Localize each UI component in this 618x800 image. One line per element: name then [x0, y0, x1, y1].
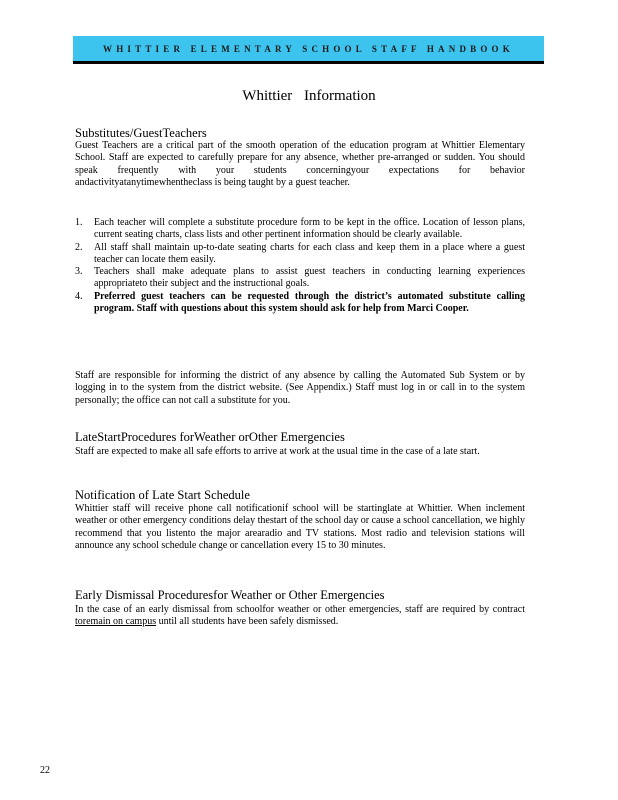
page-number: 22: [40, 765, 50, 776]
late-start-text: Staff are expected to make all safe efforts to arrive at work at the usual time in the case of a late start.: [75, 446, 480, 457]
handbook-header-bar: [73, 36, 544, 64]
list-item: [75, 217, 525, 242]
substitutes-procedure-list: [75, 217, 525, 315]
handbook-header-title: WHITTIER ELEMENTARY SCHOOL STAFF HANDBOOK: [103, 44, 514, 54]
substitutes-closing: Staff are responsible for informing the district of any absence by calling the Automated Sub System or by logging in to the system from the district website. (See Appendix.) Staff must log in or call in to the system personally; the office can not call a substitute for you.: [75, 370, 525, 406]
late-start-heading: LateStartProcedures forWeather orOther Emergencies: [75, 430, 345, 444]
list-item-number: 3.: [75, 266, 83, 278]
list-item: [75, 242, 525, 267]
early-dismissal-text-after: until all students have been safely dismissed.: [156, 616, 339, 628]
list-item-text: All staff shall maintain up-to-date seating charts for each class and keep them in a place where a guest teacher can locate them easily.: [94, 241, 525, 265]
list-item-number: 1.: [75, 217, 83, 228]
substitutes-heading: Substitutes/GuestTeachers: [75, 126, 207, 140]
list-item-number: 4.: [75, 290, 83, 302]
list-item-number: 2.: [75, 241, 83, 253]
early-dismissal-heading: Early Dismissal Proceduresfor Weather or Other Emergencies: [75, 588, 385, 602]
early-dismissal-text-before: In the case of an early dismissal from schoolfor weather or other emergencies, staff are required by contract: [75, 604, 525, 615]
list-item: [75, 266, 525, 291]
list-item-text: Preferred guest teachers can be requested through the district’s automated substitute calling program. Staff with questions about this system should ask for help from Marci Cooper.: [94, 290, 525, 315]
substitutes-intro: Guest Teachers are a critical part of the smooth operation of the education program at Whittier Elementary School. Staff are expected to carefully prepare for any absence, whether pre-arranged or sudden. You should speak frequently with your students concerningyour expectations for behavior andactivityatanytimewhentheclass is being taught by a guest teacher.: [75, 140, 525, 188]
notification-text: Whittier staff will receive phone call notificationif school will be startinglate at Whittier. When inclement weather or other emergency conditions delay thestart of the school day or cause a school cancellation, we highly recommend that you listento the major arearadio and TV stations. Most radio and television stations will announce any school schedule change or cancellation every 15 to 30 minutes.: [75, 503, 525, 551]
early-dismissal-text: [75, 604, 525, 629]
list-item: [75, 291, 525, 316]
notification-heading: Notification of Late Start Schedule: [75, 488, 250, 502]
list-item-text: Teachers shall make adequate plans to assist guest teachers in conducting learning experiences appropriateto their subject and the instructional goals.: [94, 266, 525, 290]
list-item-text: Each teacher will complete a substitute procedure form to be kept in the office. Location of lesson plans, current seating charts, class lists and other pertinent information should be clearly available.: [94, 217, 525, 241]
page-title: Whittier Information: [242, 88, 376, 104]
early-dismissal-underlined: toremain on campus: [75, 616, 157, 628]
